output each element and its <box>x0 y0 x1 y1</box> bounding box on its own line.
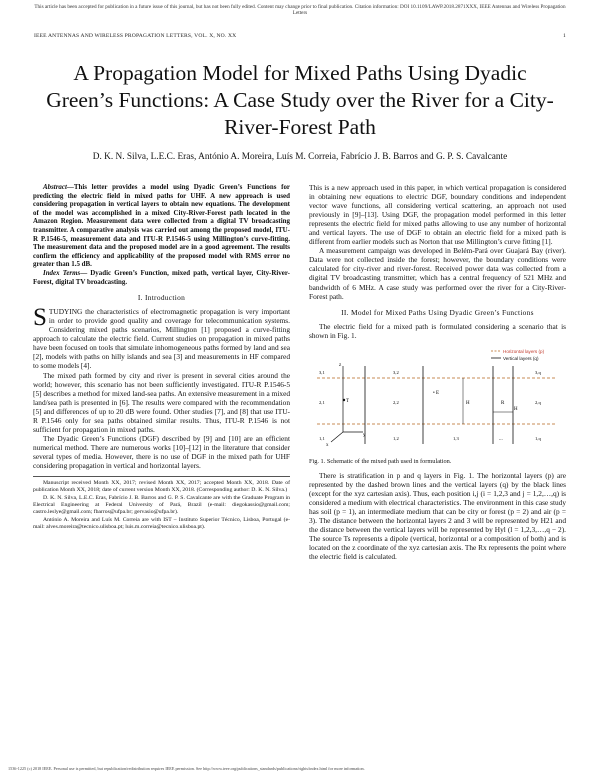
mixed-path-diagram <box>313 344 559 456</box>
y-axis-label: y <box>363 432 366 438</box>
medium-3-q: 3,q <box>535 369 541 375</box>
source-dot <box>343 399 345 401</box>
medium-2-1: 2,1 <box>319 399 325 405</box>
section-heading-model: II. Model for Mixed Paths Using Dyadic Green’s Functions <box>341 307 534 317</box>
left-column <box>33 183 290 532</box>
footnote-manuscript: Manuscript received Month XX, 2017; revised Month XX, 2017; accepted Month XX, 2018. Date of publication Month XX, 2018; date of current version Month XX, 2018. (Corresponding author: D. K. N. Silva.) <box>33 480 290 494</box>
field-point-label: • E <box>433 390 440 396</box>
medium-1-q: 1,q <box>535 435 541 441</box>
abstract-label: Abstract <box>43 183 67 191</box>
journal-name: IEEE ANTENNAS AND WIRELESS PROPAGATION LETTERS, VOL. X, NO. XX <box>34 33 237 39</box>
footnotes <box>33 476 290 531</box>
drop-cap: S <box>33 304 47 332</box>
z-axis-label: z <box>339 362 342 368</box>
medium-1-1: 1,1 <box>319 435 325 441</box>
right-paragraph-1: This is a new approach used in this paper, in which vertical propagation is considered in obtaining new equations to electric DGF, boundary conditions and independent vector wave functions, all considering vertical scattering, an approach not used previously in [9]–[13]. Using DGF, the propagation model performed in this letter represents the electric field for mixed paths allowing to use any number of horizontal and vertical layers. The use of DGF to obtain an electric field for a mixed path is different from earlier models such as Norton that use Millington’s curve fitting [1]. <box>309 183 566 247</box>
legend-vertical-label: Vertical layers (q) <box>503 355 539 361</box>
model-paragraph-2: There is stratification in p and q layers in Fig. 1. The horizontal layers (p) are represented by the dashed brown lines and the vertical layers (q) by the black lines (except for the xyz cartesian axis). Thus, each position i,j (i = 1,2,3 and j = 1,2,…,q) is considered a medium with electrical characteristics. The environment in this case study has soil (p = 1), an intermediate medium that can be city or forest (p = 2) and air (p = 3). The distance between the horizontal layers 2 and 3 will be represented by H21 and the distance between the vertical layers will be represented by Hyl (l = 1,2,3,…,q − 2). The source Ts represents a dipole (vertical, horizontal or a composition of both) and is located on the z coordinate of the xyz cartesian axis. The Rx represents the point where the electric field is calculated. <box>309 470 566 562</box>
paper-title: A Propagation Model for Mixed Paths Using Dyadic Green’s Functions: A Case Study over the River for a City-River-Forest Path <box>46 61 554 139</box>
medium-3-1: 3,1 <box>319 369 325 375</box>
footnote-ist-authors: António A. Moreira and Luís M. Correia are with IST – Instituto Superior Técnico, Lisboa, Portugal (e-mail: alves.moreira@tecnico.ulisboa.pt; luis.m.correia@tecnico.ulisboa.pt). <box>33 517 290 531</box>
figure-1-schematic <box>313 344 559 456</box>
legend-horizontal-label: Horizontal layers (p) <box>503 348 545 354</box>
index-terms-text: — Dyadic Green’s Function, mixed path, vertical layer, City-River-Forest, digital TV broadcasting. <box>33 268 290 286</box>
x-axis-label: x <box>326 442 329 448</box>
section-heading-introduction: I. Introduction <box>137 293 186 303</box>
abstract-text: —This letter provides a model using Dyadic Green’s Functions for predicting the electric field in mixed paths for UHF. A new approach is used considering propagation in vertical layers to obtain new equations. The development of the model was accomplished in a mixed City-River-Forest path located in the Amazon Region. Measurement data were collected from a digital TV broadcasting transmitter. A comparative analysis was carried out among the proposed model, ITU-R P.1546-5, measurement data and ITU-R P.1546-5 using Millington’s curve-fitting. The measurement data and the proposed model are in a good agreement. The results confirm the efficiency and applicability of the proposed model with RMS error no greater than 1.5 dB. <box>33 183 290 269</box>
x-axis <box>331 432 343 442</box>
page-number: 1 <box>563 33 566 39</box>
intro-paragraph-1 <box>33 304 290 371</box>
medium-3-2: 3,2 <box>393 369 399 375</box>
copyright-footer: 1536-1225 (c) 2018 IEEE. Personal use is permitted, but republication/redistribution requires IEEE permission. See http://www.ieee.org/publications_standards/publications/rights/index.html for more information. <box>8 766 365 771</box>
index-terms-label: Index Terms <box>43 268 81 277</box>
abstract <box>33 183 290 269</box>
publication-notice: This article has been accepted for publication in a future issue of this journal, but has not been fully edited. Content may change prior to final publication. Citation information: DOI 10.1109/LAWP.2018.2871XXX, IEEE Antennas and Wireless Propagation Letters <box>34 4 566 17</box>
footnote-ufpa-authors: D. K. N. Silva, L.E.C. Eras, Fabrício J. B. Barros and G. P. S. Cavalcante are with the Graduate Program in Electrical Engineering at Federal University of Pará, Brazil (e-mail: diegokassio@gmail.com; castro.leslye@gmail.com; fbarros@ufpa.br; gervasio@ufpa.br). <box>33 495 290 516</box>
right-paragraph-2: A measurement campaign was developed in Belém-Pará over Guajará Bay (river). Data were not collected inside the forest; however, the boundary conditions were calculated for city-river and river-forest. Received power data was collected from a digital TV broadcasting transmitter, which has a central frequency of 521 MHz and bandwidth of 6 MHz. A case study was performed over the river for a City-River-Forest path. <box>309 246 566 301</box>
intro-paragraph-3: The Dyadic Green’s Functions (DGF) described by [9] and [10] are an efficient numerical method. There are numerous works [10]–[12] in the literature that consider several types of media. However, there is no use of DGF in the mixed path for UHF considering propagation in vertical and horizontal layers. <box>33 433 290 470</box>
medium-2-2: 2,2 <box>393 399 399 405</box>
intro-paragraph-1-text: TUDYING the characteristics of electromagnetic propagation is very important in order to provide good quality and coverage for telecommunication systems. Considering mixed paths scenarios, Millington [1] proposed a curve-fitting approach to calculate the electric field. Current studies on propagation in mixed paths have been focused on tools that simulate inhomogeneous paths formed by land and sea [2], models with paths on hilly islands and sea [3] and measurements in HF compared to some models [4]. <box>33 307 290 371</box>
intro-paragraph-2: The mixed path formed by city and river is present in several cities around the world; however, this scenario has not been sufficiently investigated. ITU-R P.1546-5 [5] describes a method for mixed land-sea paths. An extensive measurement in a mixed land/sea path is presented in [6]. The results were compared with the recommendation [5] and differences of up to 20 dB were found. Other studies [7], and [8] that use ITU-R P.1546 only for sea paths obtained similar results. Thus, ITU-R P.1546 is not sufficient for propagation in mixed paths. <box>33 370 290 434</box>
model-paragraph-1: The electric field for a mixed path is formulated considering a scenario that is shown in Fig. 1. <box>309 321 566 340</box>
hy-label: H <box>514 406 518 412</box>
h21-label: H <box>466 400 470 406</box>
index-terms <box>33 269 290 286</box>
receiver-label: R <box>501 400 505 406</box>
running-head <box>34 33 566 39</box>
source-label: T <box>346 398 350 404</box>
medium-1-3: 1,3 <box>453 435 459 441</box>
figure-1-caption: Fig. 1. Schematic of the mixed path used in formulation. <box>309 457 452 465</box>
right-column <box>309 183 566 561</box>
author-list: D. K. N. Silva, L.E.C. Eras, António A. Moreira, Luís M. Correia, Fabrício J. B. Barros and G. P. S. Cavalcante <box>92 152 508 162</box>
medium-1-2: 1,2 <box>393 435 399 441</box>
medium-2-q: 2,q <box>535 399 541 405</box>
ellipsis: ... <box>499 436 503 442</box>
